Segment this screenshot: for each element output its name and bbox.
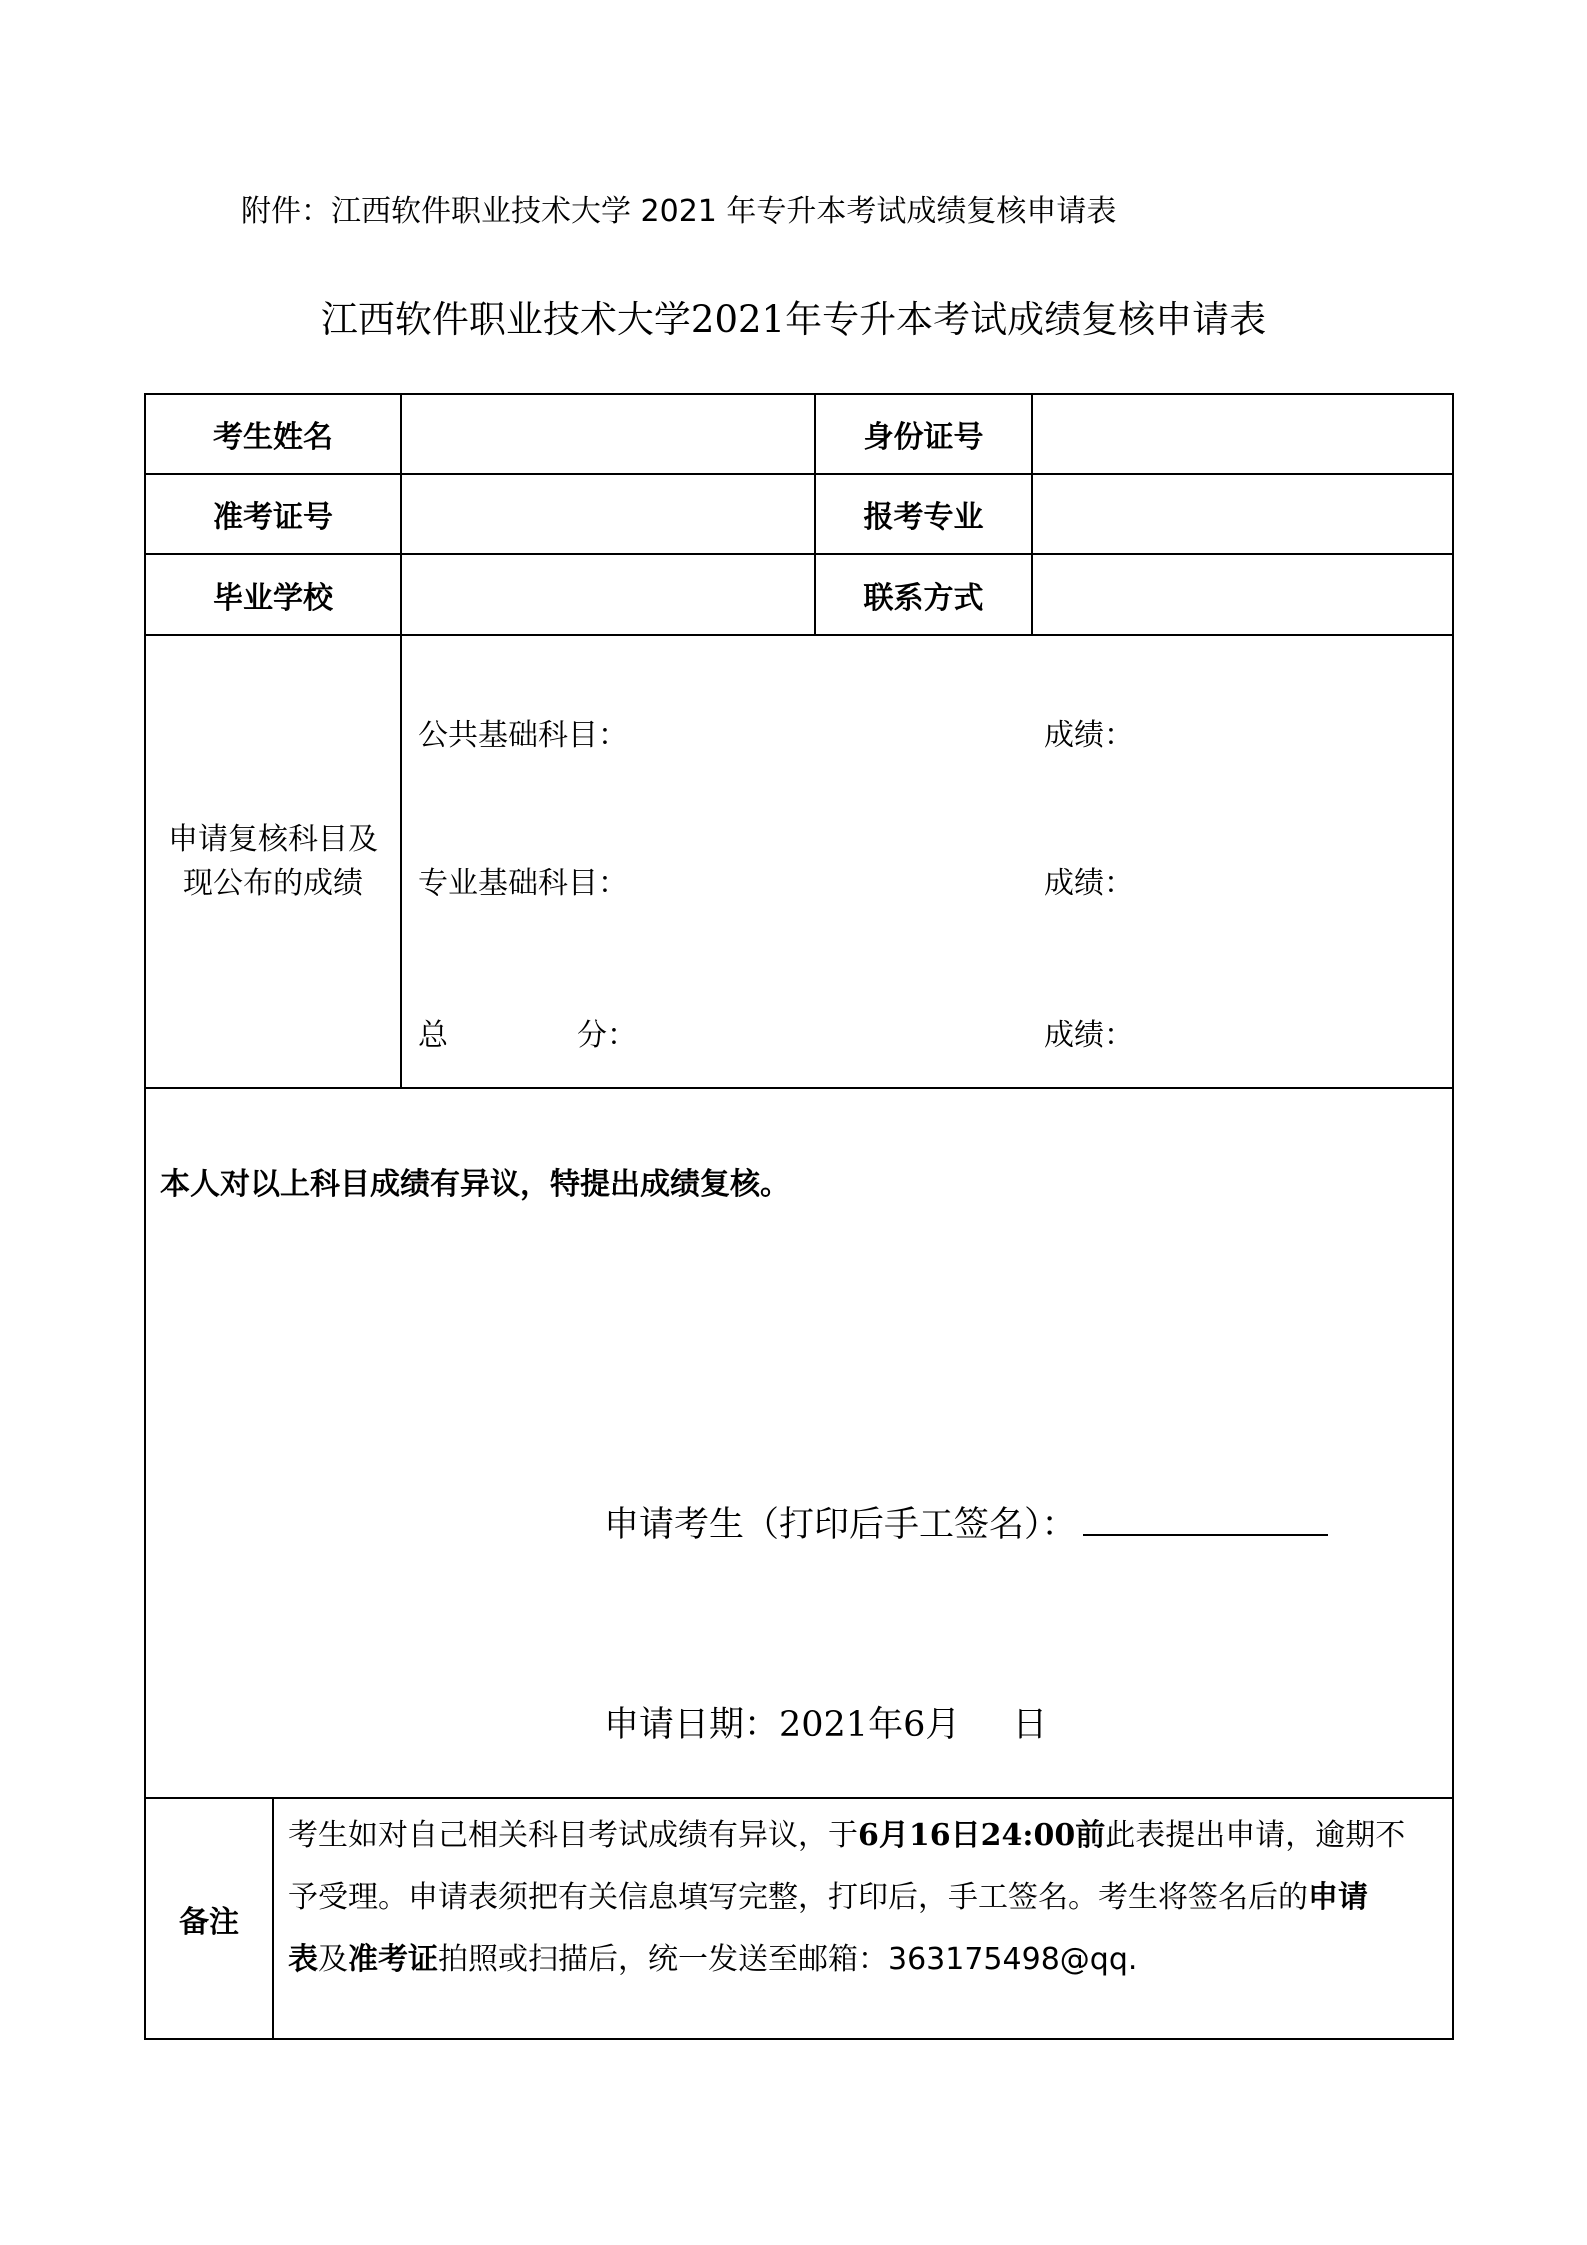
applied-major-field[interactable]	[1033, 475, 1452, 553]
apply-label-line1: 申请复核科目及	[168, 821, 378, 857]
total-subject-label-b: 分：	[577, 1018, 637, 1053]
signature-blank[interactable]	[1083, 1498, 1328, 1536]
remarks-emphasis: 准考证	[348, 1942, 438, 1977]
major-score-label: 成绩：	[1044, 866, 1134, 901]
date-label: 申请日期：2021年6月	[604, 1705, 961, 1745]
remarks-text-part: 考生如对自己相关科目考试成绩有异议，于	[288, 1818, 858, 1853]
contact-field[interactable]	[1033, 555, 1452, 634]
signature-label: 申请考生（打印后手工签名）：	[604, 1505, 1077, 1545]
label-applied-major: 报考专业	[863, 500, 984, 535]
remarks-text-part: 及	[318, 1942, 348, 1977]
label-contact: 联系方式	[863, 580, 984, 616]
total-score-label: 成绩：	[1044, 1018, 1134, 1053]
label-admission-ticket: 准考证号	[213, 500, 333, 535]
column-divider	[272, 1797, 274, 2040]
remarks-line3	[288, 1929, 1443, 1991]
admission-ticket-field[interactable]	[402, 475, 814, 553]
remarks-emphasis: 表	[288, 1942, 318, 1977]
remarks-label: 备注	[179, 1904, 239, 1940]
remarks-line1	[288, 1805, 1443, 1867]
email-address: 363175498@qq.	[888, 1942, 1138, 1977]
date-day-suffix: 日	[1012, 1705, 1048, 1745]
deadline-text: 6月16日24:00前	[858, 1818, 1106, 1853]
apply-section-label	[146, 636, 400, 1087]
label-graduated-school: 毕业学校	[213, 580, 333, 616]
declaration-text: 本人对以上科目成绩有异议，特提出成绩复核。	[160, 1167, 790, 1202]
row-divider	[144, 1797, 1454, 1799]
signature-line	[604, 1498, 1328, 1549]
label-candidate-name: 考生姓名	[213, 420, 333, 455]
remarks-text-part: 拍照或扫描后，统一发送至邮箱：	[438, 1942, 888, 1977]
candidate-name-field[interactable]	[402, 395, 814, 473]
remarks-text-part: 此表提出申请，逾期不	[1105, 1818, 1406, 1853]
page-title: 江西软件职业技术大学2021年专升本考试成绩复核申请表	[320, 298, 1267, 341]
total-subject-label-a: 总	[418, 1018, 448, 1053]
major-subject-label: 专业基础科目：	[418, 866, 628, 901]
id-number-field[interactable]	[1033, 395, 1452, 473]
remarks-text-part: 予受理。申请表须把有关信息填写完整，打印后，手工签名。考生将签名后的	[288, 1880, 1308, 1915]
graduated-school-field[interactable]	[402, 555, 814, 634]
remarks-emphasis: 申请	[1308, 1880, 1368, 1915]
row-divider	[144, 1087, 1454, 1089]
public-score-label: 成绩：	[1044, 718, 1134, 753]
remarks-text	[288, 1805, 1443, 1991]
remarks-line2	[288, 1867, 1443, 1929]
public-subject-label: 公共基础科目：	[418, 718, 628, 753]
application-date	[604, 1701, 1047, 1749]
attachment-heading: 附件：江西软件职业技术大学 2021 年专升本考试成绩复核申请表	[241, 194, 1117, 229]
apply-label-line2: 现公布的成绩	[183, 865, 363, 901]
label-id-number: 身份证号	[863, 420, 984, 455]
